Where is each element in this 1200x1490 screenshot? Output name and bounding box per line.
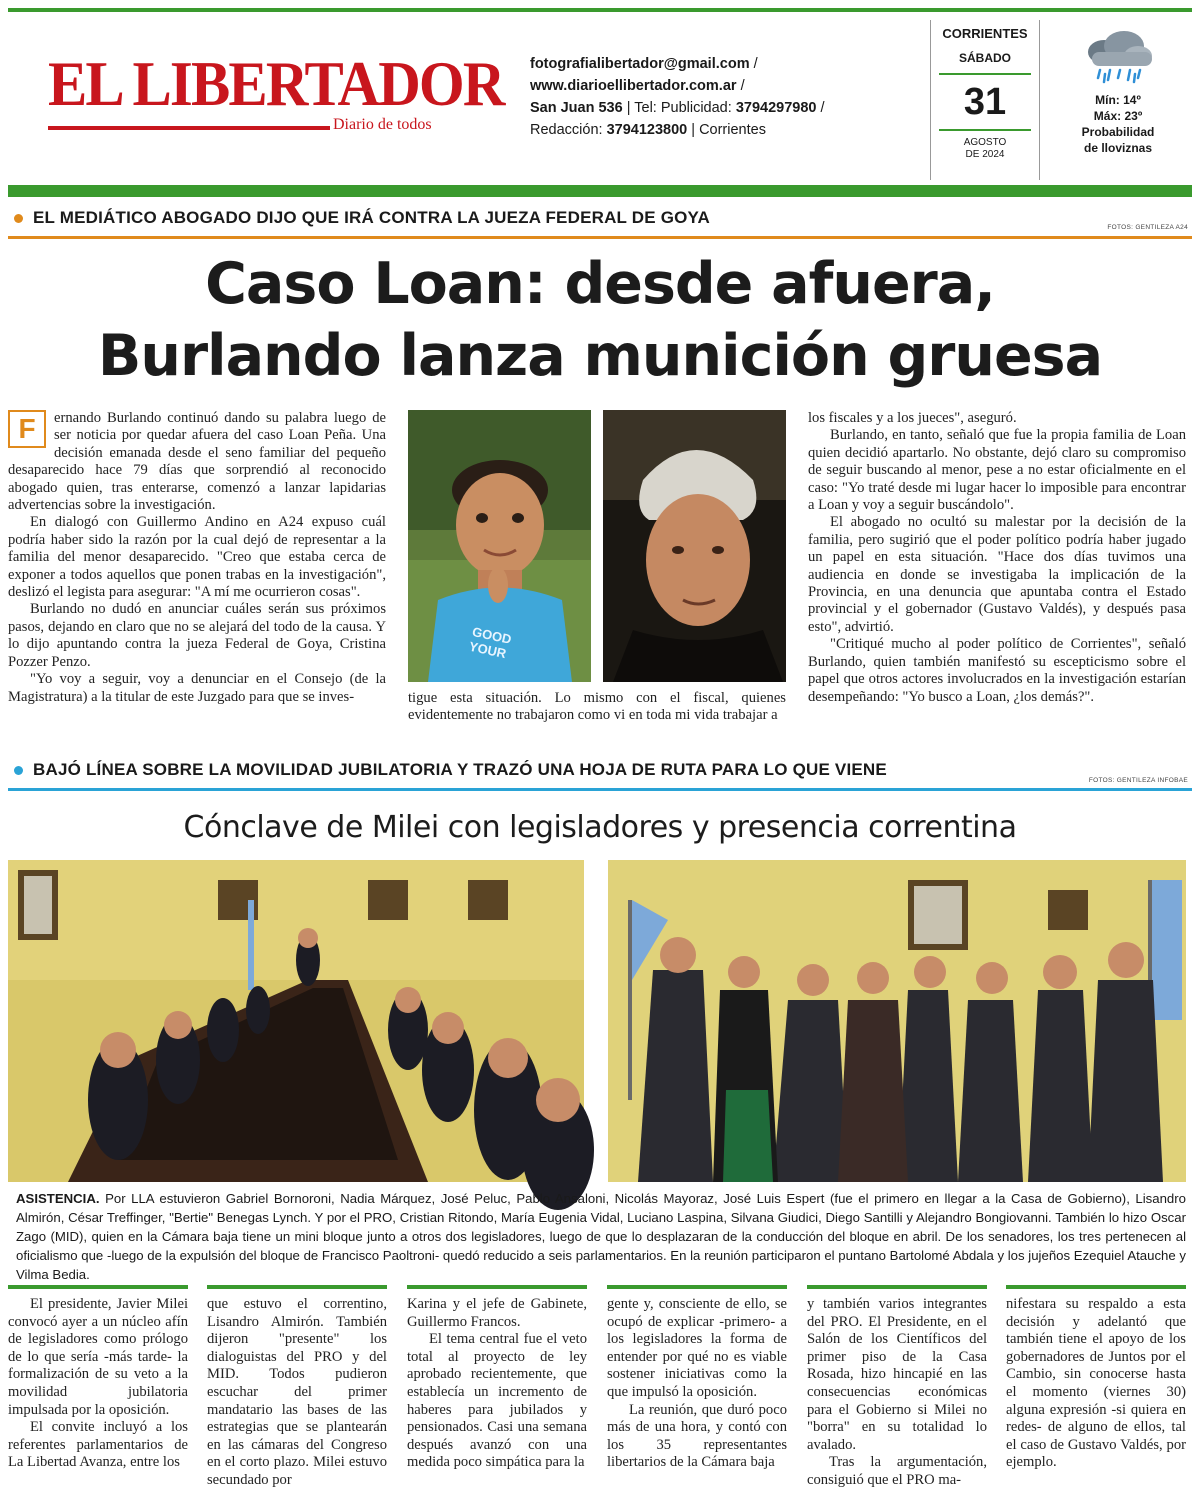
story2-paragraph: La reunión, que duró poco más de una hora, y contó con los 35 representantes libertarios de la Cámara baja (607, 1401, 787, 1471)
story2-column-1 (8, 1296, 188, 1476)
date-year: DE 2024 (965, 149, 1005, 160)
story1-orange-rule (8, 236, 1192, 239)
column-rule (607, 1285, 787, 1289)
story1-kicker-text: EL MEDIÁTICO ABOGADO DIJO QUE IRÁ CONTRA LA JUEZA FEDERAL DE GOYA (33, 208, 710, 227)
story2-paragraph: El tema central fue el veto total al proyecto de ley aprobado recientemente, que establecía un incremento de haberes para jubilados y pensionados. Casi una semana después avanzó con una medida poco simpática para la (407, 1331, 587, 1471)
weather-forecast-line2: de lloviznas (1083, 141, 1153, 155)
meeting-photo-illustration (8, 860, 584, 1182)
date-box (930, 20, 1040, 180)
weather-box (1048, 28, 1188, 156)
story1-paragraph: Burlando, en tanto, señaló que fue la propia familia de Loan quien decidió apartarlo. No obstante, dejó claro su compromiso de seguir buscando al menor, pese a no estar oficialmente en el caso: "Yo traté desde mi lugar hacer lo imposible para encontrar a Loan y voy a seguir buscándolo". (808, 427, 1186, 514)
story2-photo-caption (16, 1189, 1186, 1284)
logo-subtitle: Diario de todos (333, 116, 432, 133)
story2-photo-group[interactable] (608, 860, 1186, 1182)
logo-underline (48, 126, 330, 130)
blue-bullet-icon (14, 766, 23, 775)
date-weekday: SÁBADO (958, 51, 1011, 65)
contact-website[interactable]: www.diarioellibertador.com.ar (530, 78, 737, 94)
contact-email[interactable]: fotografialibertador@gmail.com (530, 56, 750, 72)
story1-photo-loan[interactable] (408, 410, 591, 682)
column-rule (207, 1285, 387, 1289)
story1-column-2 (408, 690, 786, 728)
story1-column-3 (808, 410, 1186, 728)
story1-photo-credit: FOTOS: GENTILEZA A24 (1107, 224, 1188, 231)
top-green-rule (8, 8, 1192, 12)
story1-paragraph: Burlando no dudó en anunciar cuáles serán sus próximos pasos, dejando en claro que no se alejará del todo de la causa. Y lo dijo apuntando contra la jueza Federal de Goya, Cristina Pozzer Penzo. (8, 601, 386, 670)
story2-headline[interactable]: Cónclave de Milei con legisladores y presencia correntina (183, 810, 1017, 845)
column-rule (8, 1285, 188, 1289)
column-rule (407, 1285, 587, 1289)
story1-paragraph: ernando Burlando continuó dando su palabra luego de ser noticia por quedar afuera del caso Loan Peña. Una decisión emanada desde el seno familiar del pequeño desaparecido hace 79 días que sorprendió al reconocido abogado quien, tras enterarse, comenzó a lanzar lapidarias advertencias sobre la investigación. (8, 410, 386, 514)
story1-headline[interactable] (0, 248, 1200, 392)
story1-paragraph: tigue esta situación. Lo mismo con el fiscal, quienes evidentemente no trabajaron como vi en toda mi vida trabajar a (408, 690, 786, 724)
story2-column-6 (1006, 1296, 1186, 1476)
story2-paragraph: nifestara su respaldo a esta decisión y adelantó que también tiene el apoyo de los gobernadores de Juntos por el Cambio, sin conocerse hasta el momento (viernes 30) alguna expresión -si quiera en redes- de alguno de ellos, tal el caso de Gustavo Valdés, por ejemplo. (1006, 1296, 1186, 1471)
caption-label: ASISTENCIA. (16, 1191, 100, 1206)
story2-paragraph: El convite incluyó a los referentes parlamentarios de La Libertad Avanza, entre los (8, 1419, 188, 1471)
story2-blue-rule (8, 788, 1192, 791)
ad-phone-label: Tel: Publicidad: (634, 100, 732, 116)
story1-paragraph: "Critiqué mucho al poder político de Corrientes", señaló Burlando, quien también manifestó su escepticismo sobre el papel que otros actores involucrados en la investigación estarían desempeñando: "Yo busco a Loan, ¿los demás?". (808, 636, 1186, 705)
contact-info: fotografialibertador@gmail.com / www.diarioellibertador.com.ar / San Juan 536 | Tel: Publicidad: 3794297980 / Redacción: 3794123800 | Corrientes (530, 56, 825, 138)
story2-photo-meeting[interactable] (8, 860, 584, 1182)
date-day: 31 (939, 73, 1031, 131)
story1-headline-line1: Caso Loan: desde afuera, (205, 251, 995, 317)
story2-column-5 (807, 1296, 987, 1488)
weather-forecast-line1: Probabilidad (1081, 125, 1155, 139)
story2-kicker (14, 760, 887, 780)
masthead-green-band (8, 185, 1192, 197)
orange-bullet-icon (14, 214, 23, 223)
weather-min: Mín: 14º (1095, 93, 1141, 107)
ad-phone: 3794297980 (735, 100, 817, 116)
date-month: AGOSTO (963, 137, 1007, 148)
caption-text: Por LLA estuvieron Gabriel Bornoroni, Nadia Márquez, José Peluc, Pablo Ansaloni, Nicolás Mayoraz, José Luis Espert (fue el primero en llegar a la Casa de Gobierno), Lisandro Almirón, César Treffinger, "Bertie" Benegas Lynch. Y por el PRO, Cristian Ritondo, María Eugenia Vidal, Luciano Laspina, Silvana Giudici, Diego Santilli y Alejandro Bongiovanni. También lo hizo Oscar Zago (MID), quien en la Cámara baja tiene un mini bloque junto a otros dos legisladores, luego de que lo desplazaran de la conducción del bloque en abril. De los senadores, los tres pertenecen al oficialismo que -luego de la expulsión del bloque de Francisco Paoltroni- quedó reducido a seis parlamentarios. En la reunión participaron el puntano Bartolomé Abdala y los jujeños Ezequiel Atauche y Vilma Bedia. (16, 1191, 1186, 1282)
story1-paragraph: "Yo voy a seguir, voy a denunciar en el Consejo (de la Magistratura) a la titular de este Juzgado para que se inves- (8, 671, 386, 705)
story1-kicker (14, 208, 710, 228)
story2-column-4 (607, 1296, 787, 1476)
story1-paragraph: El abogado no ocultó su malestar por la decisión de la familia, pero sugirió que el poder político podría haber jugado un papel en esta situación. "Hace dos días tuvimos una audiencia en donde se investigaba la implicación de la Provincia, en una denuncia que apuntaba contra el Estado provincial y el gobernador (Gustavo Valdés), y después pasa esto", advirtió. (808, 514, 1186, 635)
column-rule (1006, 1285, 1186, 1289)
story2-paragraph: y también varios integrantes del PRO. El Presidente, en el Salón de los Científicos del primer piso de la Casa Rosada, hizo hincapié en las consecuencias económicas para el Gobierno si Milei no "borra" en su totalidad lo avalado. (807, 1296, 987, 1453)
weather-max: Máx: 23º (1093, 109, 1143, 123)
burlando-photo-illustration (603, 410, 786, 682)
story2-kicker-text: BAJÓ LÍNEA SOBRE LA MOVILIDAD JUBILATORIA Y TRAZÓ UNA HOJA DE RUTA PARA LO QUE VIENE (33, 760, 887, 779)
cloud-rain-icon (1078, 28, 1158, 84)
story1-paragraph: En dialogó con Guillermo Andino en A24 expuso cuál podría haber sido la razón por la cual dejó de representar a la familia del menor desaparecido. "Creo que estaba cerca de exponer a todos aquellos que ponen trabas en la investigación", deslizó el legista para asegurar: "A mí me ocurrieron cosas". (8, 514, 386, 601)
story1-paragraph: los fiscales y a los jueces", aseguró. (808, 410, 1017, 426)
story2-photo-credit: FOTOS: GENTILEZA INFOBAE (1088, 777, 1188, 784)
story1-column-1 (8, 410, 386, 728)
contact-address: San Juan 536 (530, 100, 623, 116)
date-city: CORRIENTES (942, 26, 1028, 41)
boy-shirt-text: GOOD YOUR (467, 624, 513, 662)
story1-photo-burlando[interactable] (603, 410, 786, 682)
story2-paragraph: que estuvo el correntino, Lisandro Almirón. También dijeron "presente" los dialoguistas del PRO y del MID. Todos pudieron escuchar del primer mandatario las bases de las estrategias que se plantearán en las cámaras del Congreso en el corto plazo. Milei estuvo secundado por (207, 1296, 387, 1488)
logo-title: EL LIBERTADOR (48, 48, 504, 119)
story2-paragraph: Tras la argumentación, consiguió que el PRO ma- (807, 1454, 987, 1488)
story1-dropcap: F (8, 410, 46, 448)
story2-column-2 (207, 1296, 387, 1488)
newsroom-label: Redacción: (530, 122, 603, 138)
group-photo-illustration (608, 860, 1186, 1182)
story2-column-3 (407, 1296, 587, 1476)
story2-paragraph: El presidente, Javier Milei convocó ayer a un núcleo afín de legisladores como prólogo de lo que sería -más tarde- la formalización de su veto a la movilidad jubilatoria impulsada por la oposición. (8, 1296, 188, 1418)
column-rule (807, 1285, 987, 1289)
contact-city: Corrientes (699, 122, 766, 138)
story1-headline-line2: Burlando lanza munición gruesa (97, 323, 1103, 389)
newsroom-phone: 3794123800 (606, 122, 688, 138)
story2-paragraph: gente y, consciente de ello, se ocupó de explicar -primero- a los legisladores la forma de entender por qué no es viable sostener iniciativas como la que impulsó la oposición. (607, 1296, 787, 1400)
newspaper-logo[interactable] (48, 48, 504, 133)
story2-paragraph: Karina y el jefe de Gabinete, Guillermo Francos. (407, 1296, 587, 1330)
